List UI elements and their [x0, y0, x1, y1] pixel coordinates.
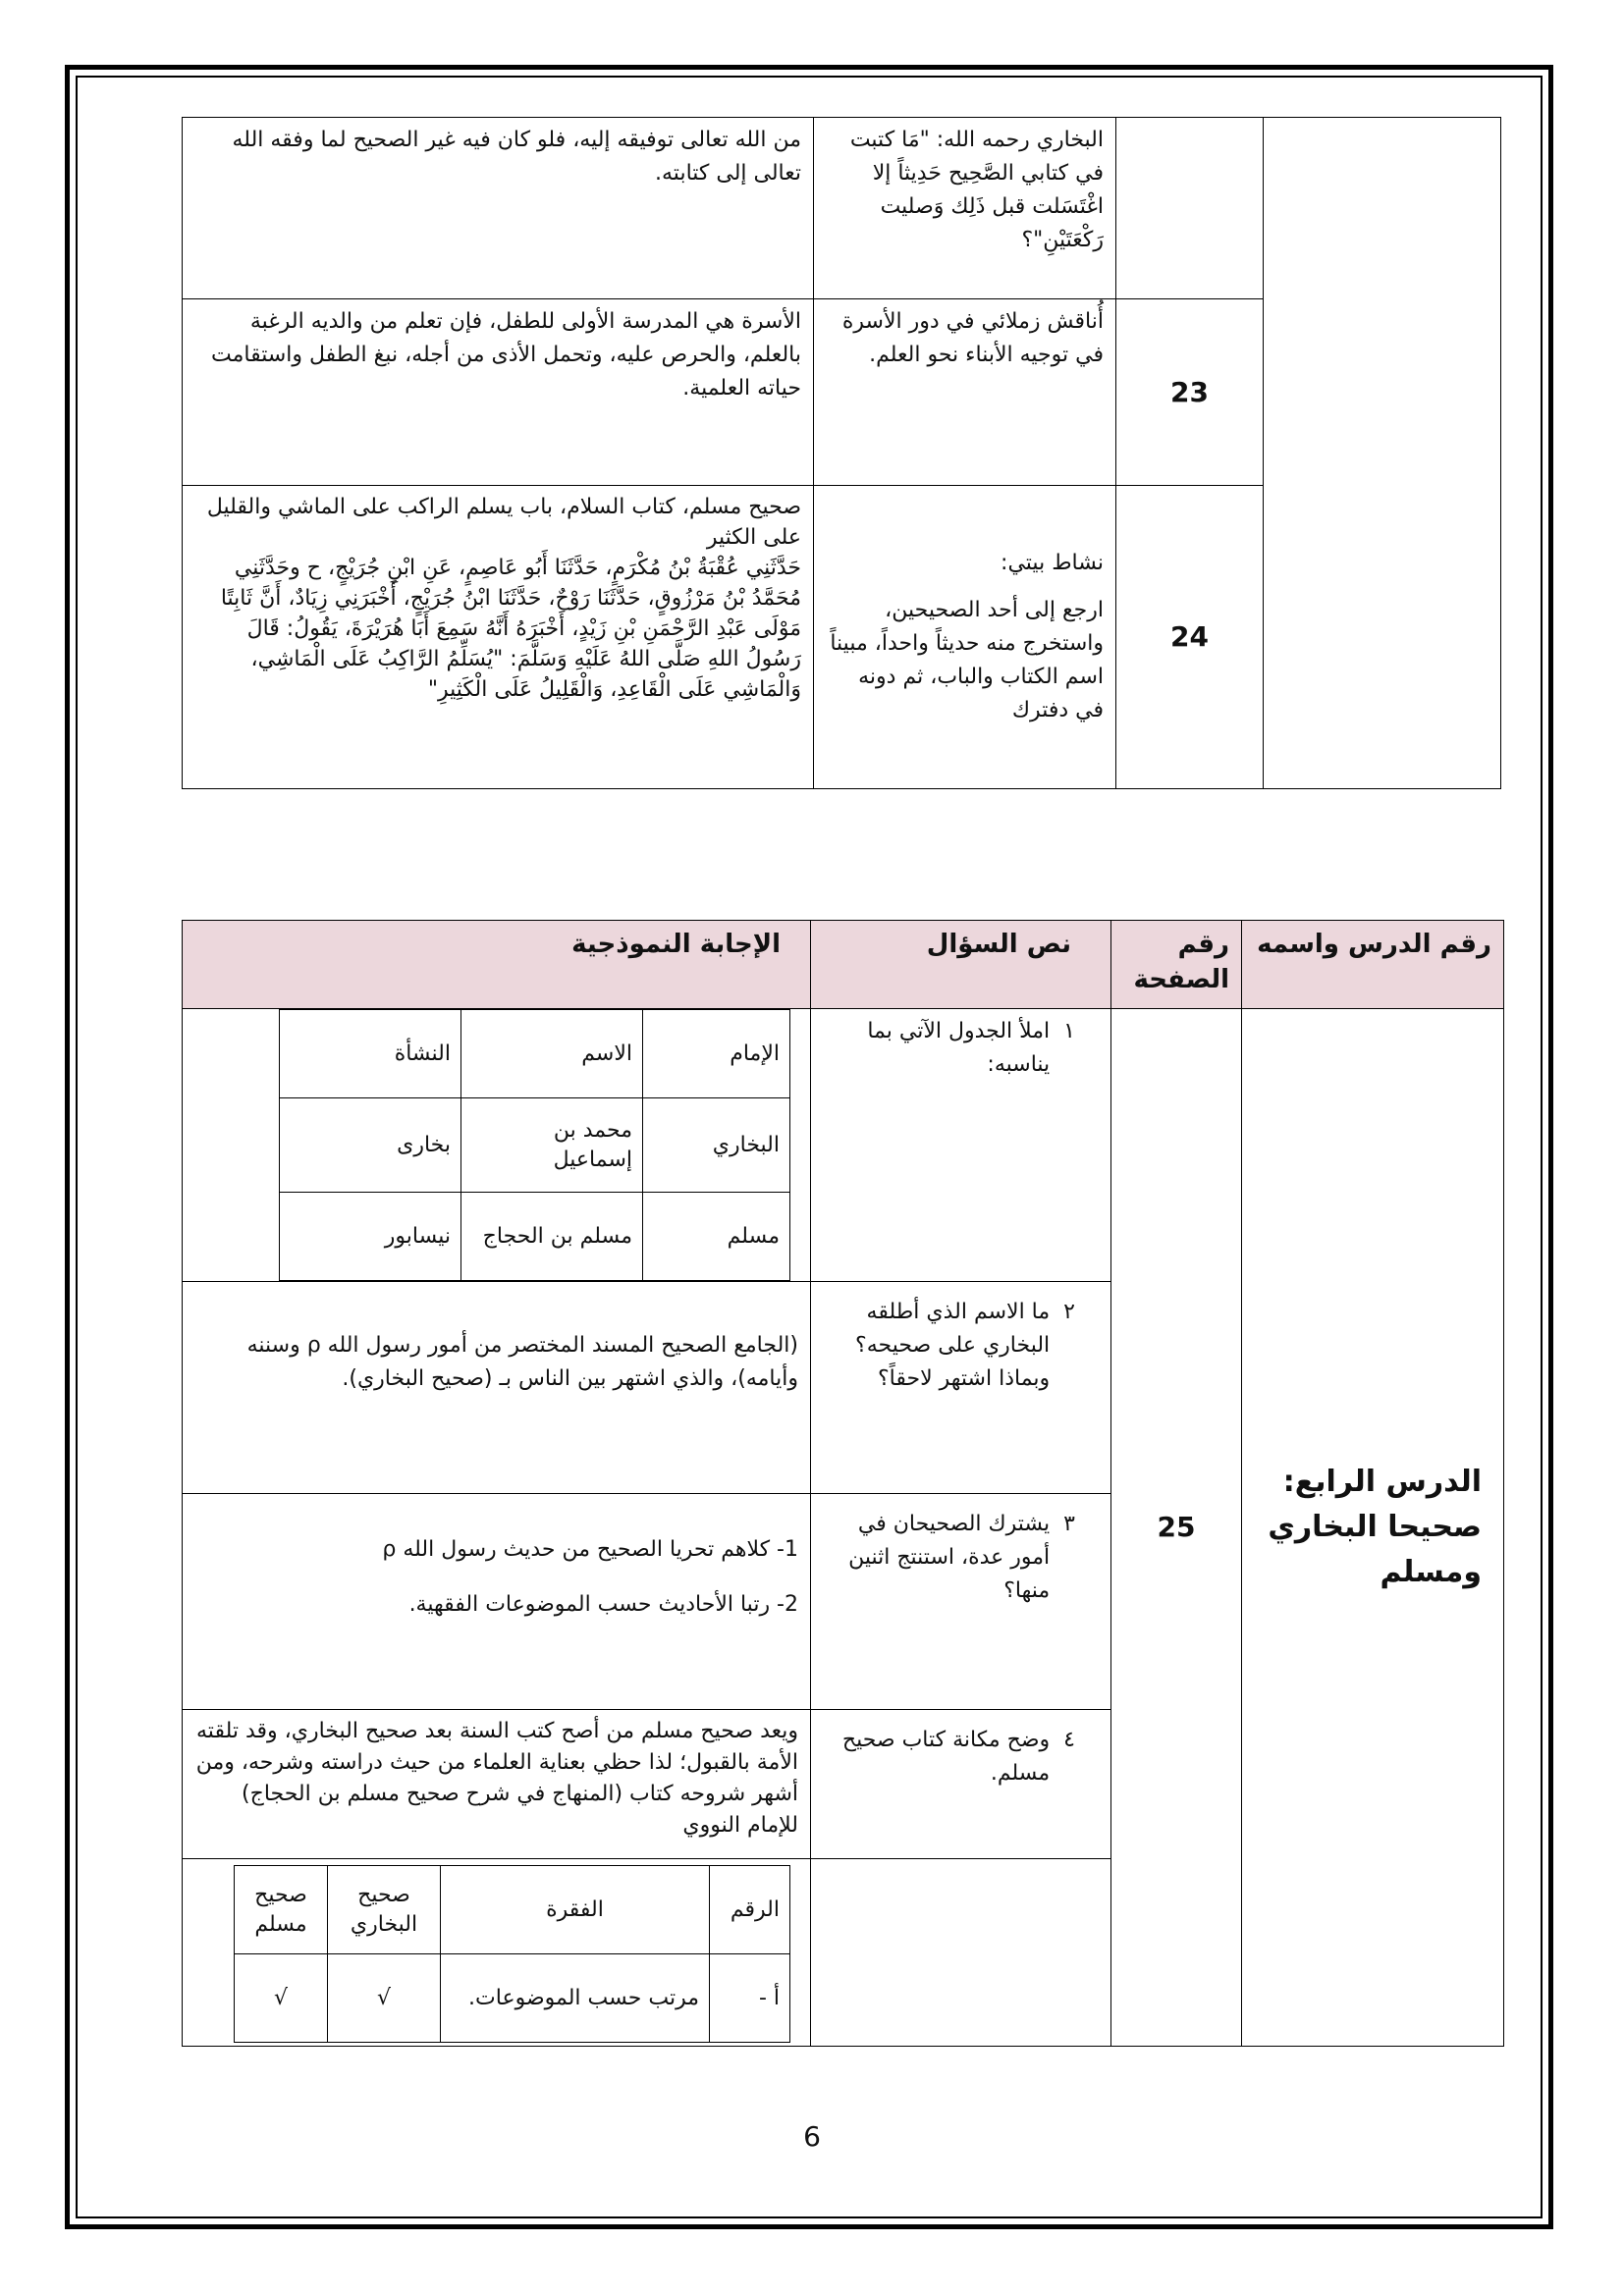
grid-header-row [235, 1866, 790, 1954]
grid-cell: مسلم بن الحجاج [461, 1193, 643, 1281]
answer-cell [183, 1859, 811, 2047]
comparison-grid [234, 1865, 790, 2043]
question-number: ٤ [1063, 1728, 1075, 1752]
table-lesson-four [182, 920, 1504, 2047]
answer-cell: (الجامع الصحيح المسند المختصر من أمور رسول الله ρ وسننه وأيامه)، والذي اشتهر بين الناس بـ (صحيح البخاري). [183, 1282, 811, 1494]
grid-cell: البخاري [643, 1098, 790, 1193]
grid-header-muslim: صحيح مسلم [235, 1866, 328, 1954]
grid-cell: مسلم [643, 1193, 790, 1281]
grid-row [235, 1954, 790, 2043]
grid-header-origin: النشأة [280, 1010, 461, 1098]
check-mark: √ [328, 1954, 441, 2043]
answer-cell: ويعد صحيح مسلم من أصح كتب السنة بعد صحيح البخاري، وقد تلقته الأمة بالقبول؛ لذا حظي بعناية العلماء من حيث دراسته وشرحه، ومن أشهر شروحه كتاب (المنهاج في شرح صحيح مسلم بن الحجاج) للإمام النووي [183, 1710, 811, 1859]
question-cell [811, 1009, 1111, 1282]
activity-title: نشاط بيتي: [1001, 551, 1104, 575]
grid-row [280, 1098, 790, 1193]
grid-header-paragraph: الفقرة [441, 1866, 710, 1954]
question-cell-empty [811, 1859, 1111, 2047]
page-number-cell: 25 [1111, 1009, 1242, 2047]
answer-point-1: 1- كلاهم تحريا الصحيح من حديث رسول الله ρ [382, 1537, 798, 1562]
answer-point-2: 2- رتبا الأحاديث حسب الموضوعات الفقهية. [408, 1592, 798, 1617]
imams-grid [279, 1009, 790, 1281]
question-cell [811, 1282, 1111, 1494]
question-number: ١ [1063, 1019, 1075, 1043]
page-number-cell: 23 [1116, 299, 1264, 486]
question-text: يشترك الصحيحان في أمور عدة، استنتج اثنين منها؟ [848, 1512, 1051, 1603]
hadith-source: صحيح مسلم، كتاب السلام، باب يسلم الراكب على الماشي والقليل على الكثير [206, 495, 801, 550]
question-number: ٣ [1063, 1512, 1075, 1536]
grid-cell: مرتب حسب الموضوعات. [441, 1954, 710, 2043]
table-row [183, 1009, 1504, 1282]
grid-cell: محمد بن إسماعيل [461, 1098, 643, 1193]
grid-row [280, 1193, 790, 1281]
answer-cell [183, 1494, 811, 1710]
table-row [183, 118, 1501, 299]
table-previous-lesson [182, 117, 1501, 789]
question-text: ما الاسم الذي أطلقه البخاري على صحيحه؟ وبماذا اشتهر لاحقاً؟ [855, 1300, 1051, 1391]
page-number: 6 [803, 2120, 821, 2153]
question-cell [814, 486, 1116, 789]
header-page: رقم الصفحة [1111, 921, 1242, 1009]
check-mark: √ [235, 1954, 328, 2043]
question-text: املأ الجدول الآتي بما يناسبه: [867, 1019, 1051, 1077]
question-cell: أُناقش زملائي في دور الأسرة في توجيه الأبناء نحو العلم. [814, 299, 1116, 486]
header-lesson: رقم الدرس واسمه [1242, 921, 1504, 1009]
hadith-text: حَدَّثَنِي عُقْبَةُ بْنُ مُكْرَمٍ، حَدَّثَنَا أَبُو عَاصِمٍ، عَنِ ابْنِ جُرَيْجٍ، ح وحَدَّثَنِي مُحَمَّدُ بْنُ مَرْزُوقٍ، حَدَّثَنَا رَوْحٌ، حَدَّثَنَا ابْنُ جُرَيْجٍ، أَخْبَرَنِي زِيَادٌ، أَنَّ ثَابِتًا مَوْلَى عَبْدِ الرَّحْمَنِ بْنِ زَيْدٍ، أَخْبَرَهُ أَنَّهُ سَمِعَ أَبَا هُرَيْرَةَ، يَقُولُ: قَالَ رَسُولُ اللهِ صَلَّى اللهُ عَلَيْهِ وَسَلَّمَ: "يُسَلِّمُ الرَّاكِبُ عَلَى الْمَاشِي، وَالْمَاشِي عَلَى الْقَاعِدِ، وَالْقَلِيلُ عَلَى الْكَثِيرِ" [220, 556, 801, 702]
header-question: نص السؤال [811, 921, 1111, 1009]
grid-cell: نيسابور [280, 1193, 461, 1281]
page-number-cell: 24 [1116, 486, 1264, 789]
answer-cell [183, 486, 814, 789]
lesson-name-cell: الدرس الرابع: صحيحا البخاري ومسلم [1242, 1009, 1504, 2047]
table-header-row [183, 921, 1504, 1009]
question-cell: البخاري رحمه الله: "مَا كتبت في كتابي الصَّحِيح حَدِيثاً إلا اغْتَسَلت قبل ذَلِك وَصليت رَكْعَتَيْنِ"؟ [814, 118, 1116, 299]
grid-header-imam: الإمام [643, 1010, 790, 1098]
page-cell-empty [1116, 118, 1264, 299]
lesson-cell-empty [1264, 118, 1501, 789]
grid-header-bukhari: صحيح البخاري [328, 1866, 441, 1954]
answer-cell: الأسرة هي المدرسة الأولى للطفل، فإن تعلم من والديه الرغبة بالعلم، والحرص عليه، وتحمل الأذى من أجله، نبغ الطفل واستقامت حياته العلمية. [183, 299, 814, 486]
grid-header-name: الاسم [461, 1010, 643, 1098]
grid-cell: بخارى [280, 1098, 461, 1193]
question-cell [811, 1710, 1111, 1859]
header-answer: الإجابة النموذجية [183, 921, 811, 1009]
grid-header-row [280, 1010, 790, 1098]
grid-cell: أ - [710, 1954, 790, 2043]
answer-cell: من الله تعالى توفيقه إليه، فلو كان فيه غير الصحيح لما وفقه الله تعالى إلى كتابته. [183, 118, 814, 299]
answer-cell [183, 1009, 811, 1282]
question-number: ٢ [1063, 1300, 1075, 1324]
activity-text: ارجع إلى أحد الصحيحين، واستخرج منه حديثاً واحداً، مبيناً اسم الكتاب والباب، ثم دونه في دفترك [830, 598, 1104, 722]
grid-header-number: الرقم [710, 1866, 790, 1954]
question-text: وضح مكانة كتاب صحيح مسلم. [841, 1728, 1051, 1786]
question-cell [811, 1494, 1111, 1710]
